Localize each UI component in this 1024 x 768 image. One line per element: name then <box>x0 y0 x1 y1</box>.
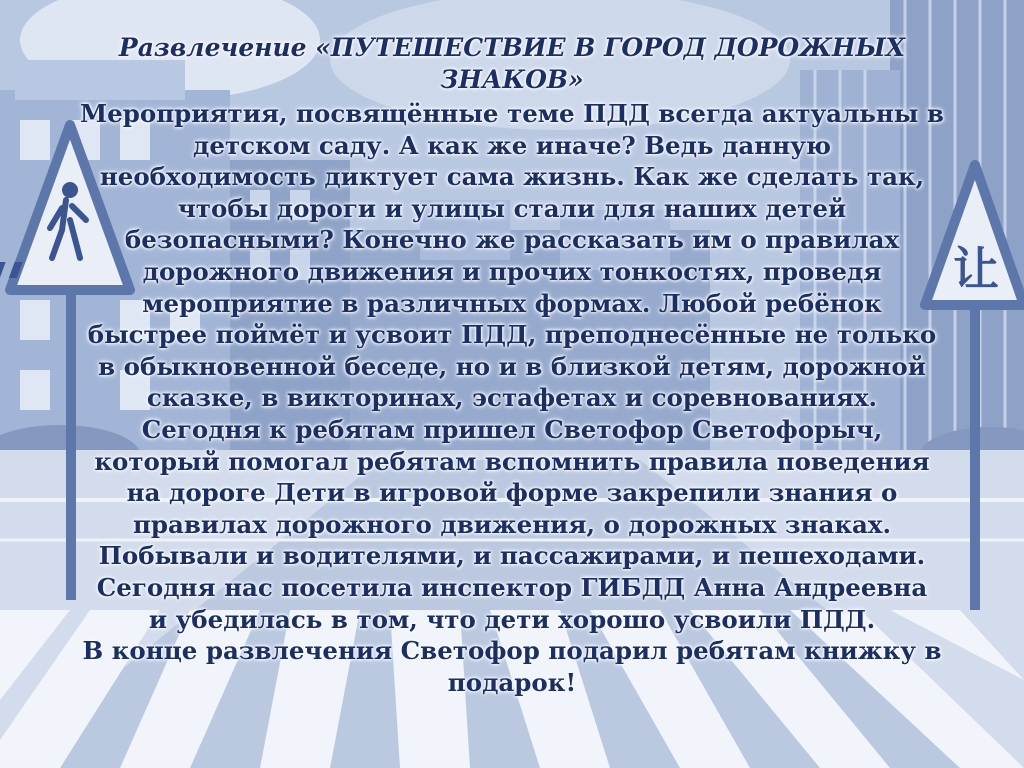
body-line: в обыкновенной беседе, но и в близкой детям, дорожной <box>98 351 926 381</box>
article-body <box>40 98 984 698</box>
article-title <box>40 32 984 96</box>
body-line: на дороге Дети в игровой форме закрепили знания о <box>126 478 898 508</box>
body-line: необходимость диктует сама жизнь. Как же сделать так, <box>99 162 925 192</box>
title-line: Развлечение «ПУТЕШЕСТВИЕ В ГОРОД ДОРОЖНЫХ <box>118 33 906 62</box>
body-line: и убедилась в том, что дети хорошо усвоили ПДД. <box>148 604 876 634</box>
body-line: мероприятие в различных формах. Любой ребёнок <box>142 288 882 318</box>
body-line: безопасными? Конечно же рассказать им о правилах <box>124 225 900 255</box>
body-line: детском саду. А как же иначе? Ведь данную <box>193 130 831 160</box>
body-line: Побывали и водителями, и пассажирами, и пешеходами. <box>98 541 926 571</box>
body-line: В конце развлечения Светофор подарил ребятам книжку в <box>82 636 942 666</box>
body-line: который помогал ребятам вспомнить правила поведения <box>94 446 930 476</box>
body-line: быстрее поймёт и усвоит ПДД, преподнесённые не только <box>87 320 937 350</box>
title-line: ЗНАКОВ» <box>440 65 584 94</box>
body-line: Сегодня к ребятам пришел Светофор Светофорыч, <box>141 414 883 444</box>
body-line: Сегодня нас посетила инспектор ГИБДД Анна Андреевна <box>96 572 928 602</box>
body-line: подарок! <box>447 667 577 697</box>
body-line: правилах дорожного движения, о дорожных знаках. <box>132 509 892 539</box>
body-line: дорожного движения и прочих тонкостях, проведя <box>142 256 882 286</box>
yield-sign-glyph: 让 <box>953 242 999 296</box>
body-line: Мероприятия, посвящённые теме ПДД всегда актуальны в <box>80 99 944 128</box>
article-text <box>40 32 984 698</box>
body-line: чтобы дороги и улицы стали для наших детей <box>177 193 847 223</box>
body-line: сказке, в викторинах, эстафетах и соревнованиях. <box>146 383 878 413</box>
